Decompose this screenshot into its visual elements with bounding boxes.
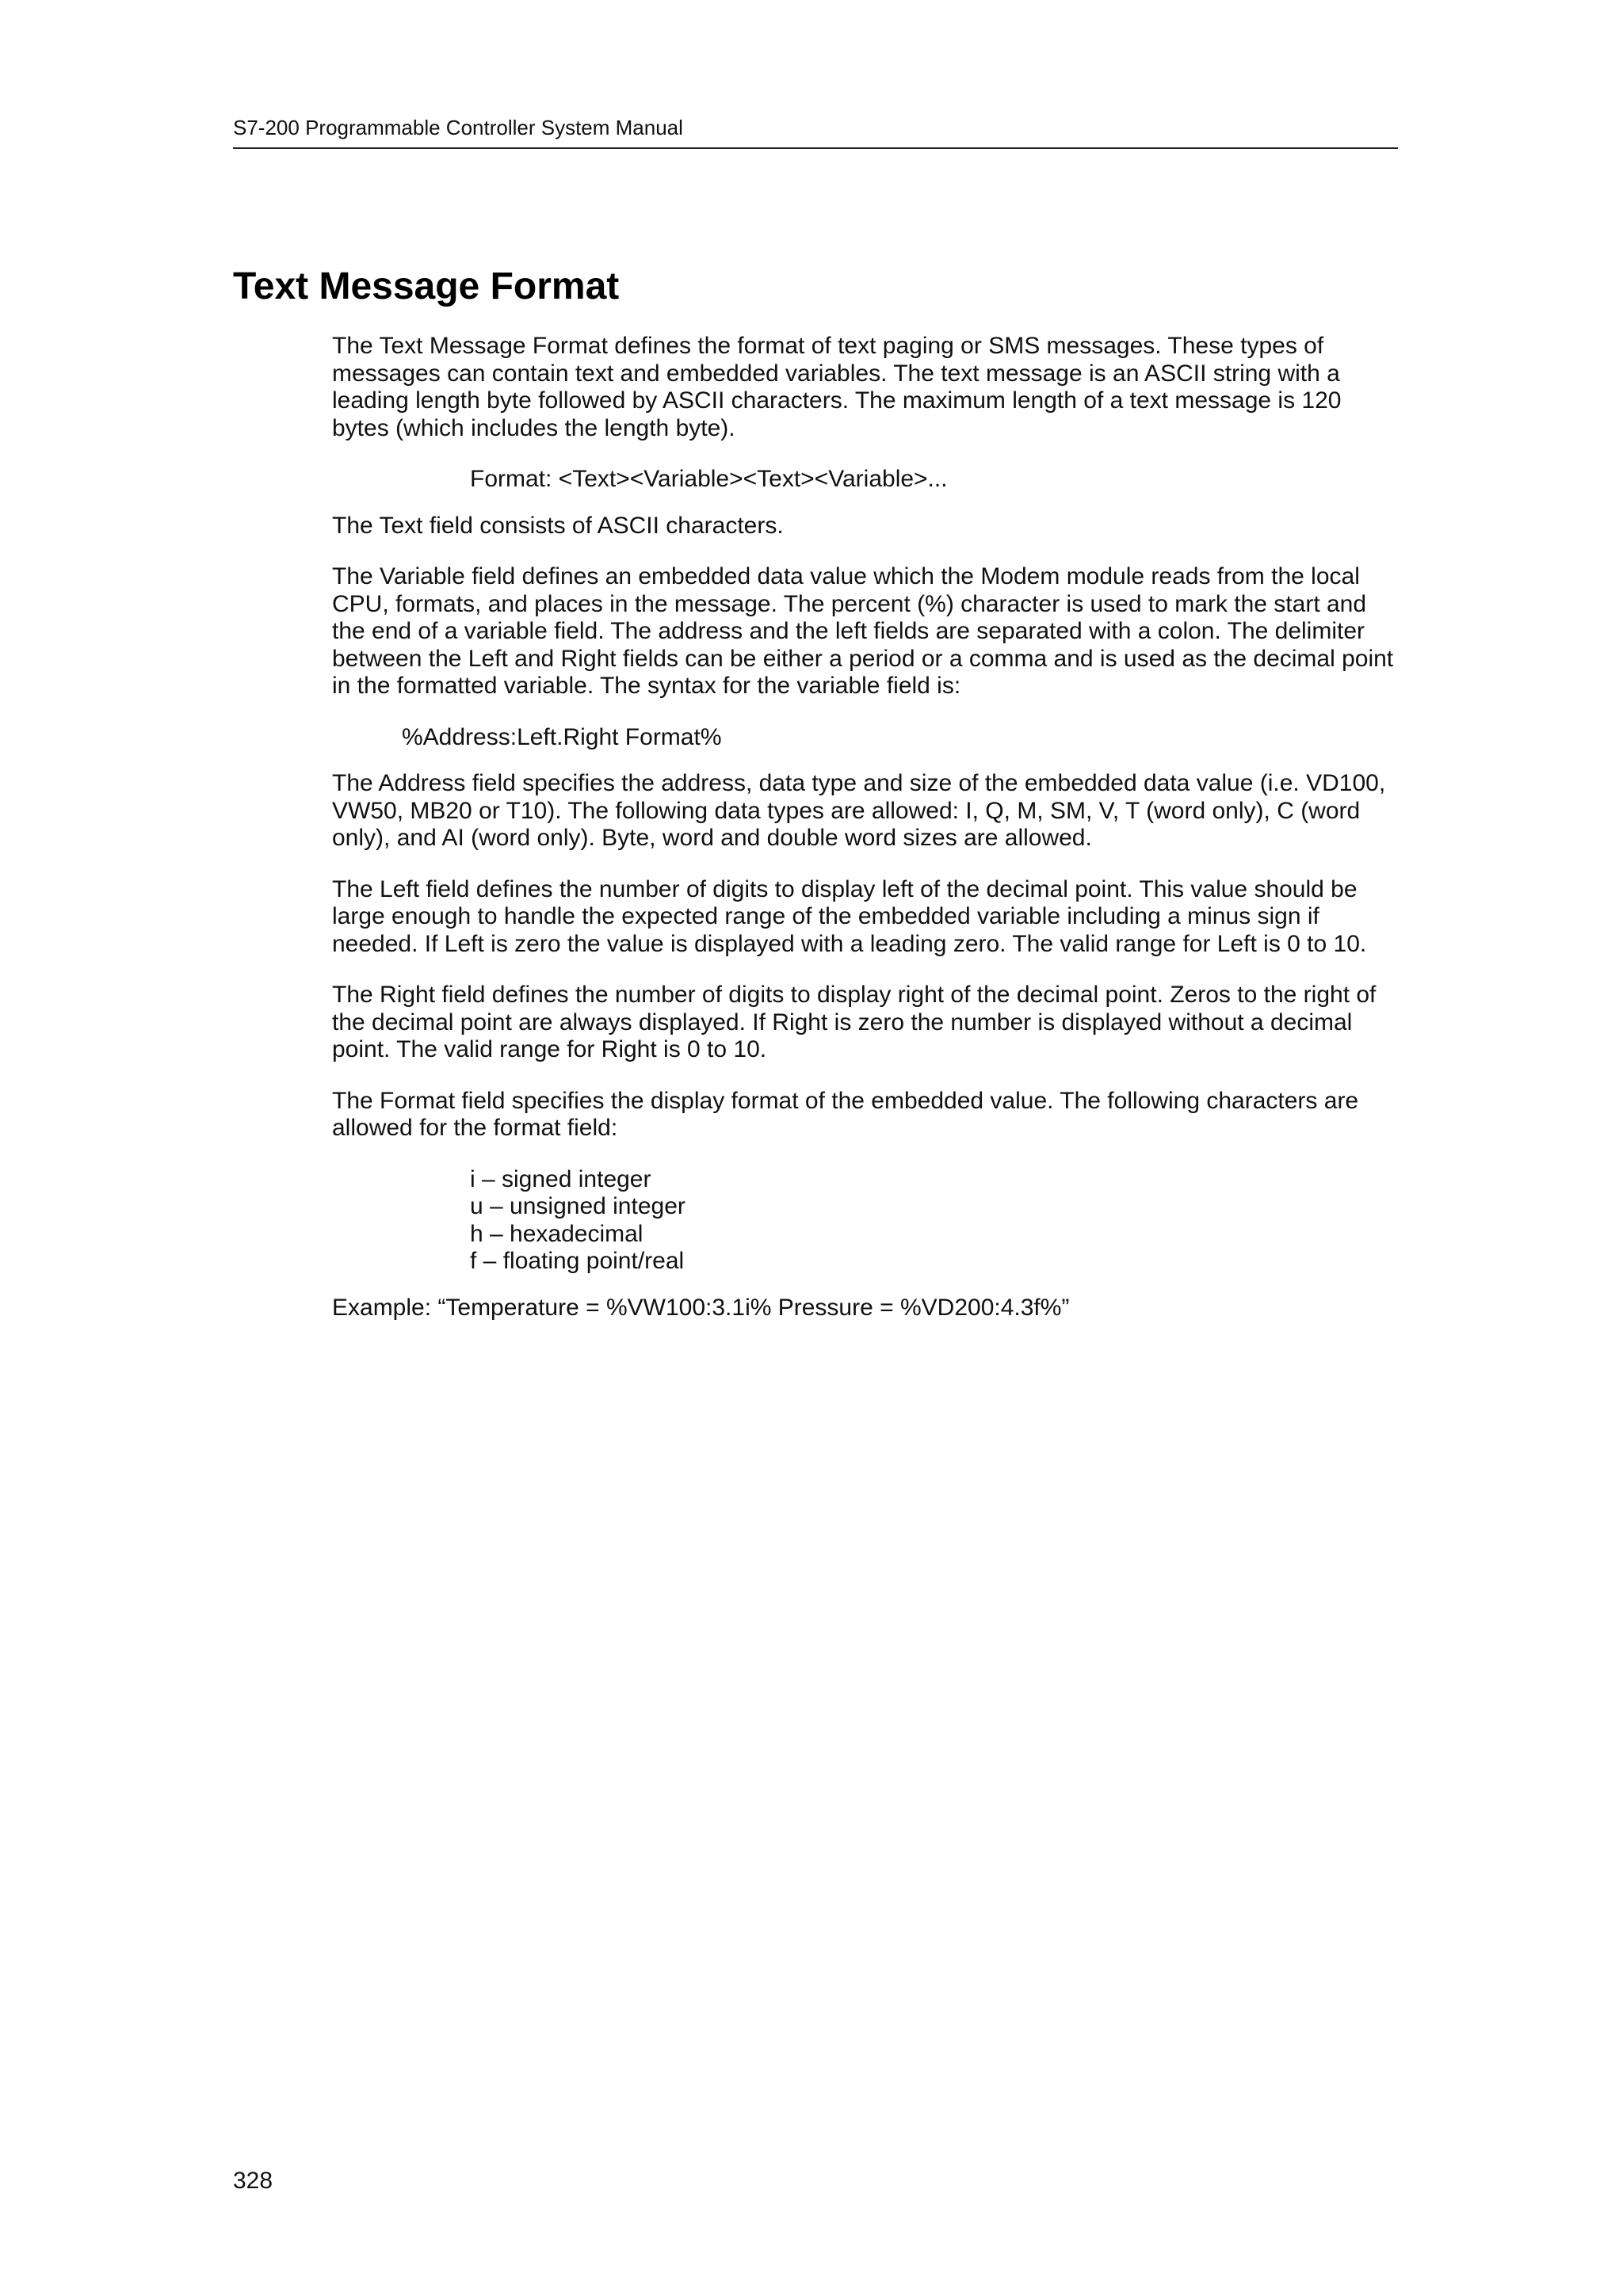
format-option-hex: h – hexadecimal [470,1220,643,1247]
page-header [233,116,1398,149]
right-field-paragraph: The Right field defines the number of digits to display right of the decimal point. Zeros to the right of the decimal point are always displayed. If Right is zero the number is displayed without a decimal point. The valid range for Right is 0 to 10. [332,982,1377,1062]
intro-paragraph: The Text Message Format defines the format of text paging or SMS messages. These types of messages can contain text and embedded variables. The text message is an ASCII string with a leading length byte followed by ASCII characters. The maximum length of a text message is 120 bytes (which includes the length byte). [332,333,1342,441]
format-options-list [332,1166,1402,1276]
address-field-paragraph: The Address field specifies the address, data type and size of the embedded data value (i.e. VD100, VW50, MB20 or T10). The following data types are allowed: I, Q, M, SM, V, T (word only), C (word only), and AI (word only). Byte, word and double word sizes are allowed. [332,770,1386,851]
section-body [332,333,1402,1345]
section-title: Text Message Format [233,265,620,307]
page-number: 328 [233,2168,273,2194]
format-line: Format: <Text><Variable><Text><Variable>... [470,466,948,492]
format-option-signed: i – signed integer [470,1165,651,1192]
format-option-float: f – floating point/real [470,1248,685,1274]
variable-syntax: %Address:Left.Right Format% [402,723,722,750]
left-field-paragraph: The Left field defines the number of digits to display left of the decimal point. This value should be large enough to handle the expected range of the embedded variable including a minus sign if needed. If Left is zero the value is displayed with a leading zero. The valid range for Left is 0 to 10. [332,875,1367,957]
text-field-paragraph: The Text field consists of ASCII characters. [332,512,784,539]
format-option-unsigned: u – unsigned integer [470,1193,685,1219]
manual-title: S7-200 Programmable Controller System Manual [233,116,683,139]
format-field-paragraph: The Format field specifies the display format of the embedded value. The following characters are allowed for the format field: [332,1087,1359,1141]
example-line: Example: “Temperature = %VW100:3.1i% Pressure = %VD200:4.3f%” [332,1294,1070,1321]
variable-field-paragraph: The Variable field defines an embedded data value which the Modem module reads from the local CPU, formats, and places in the message. The percent (%) character is used to mark the start and the end of a variable field. The address and the left fields are separated with a colon. The delimiter between the Left and Right fields can be either a period or a comma and is used as the decimal point in the formatted variable. The syntax for the variable field is: [332,563,1394,699]
